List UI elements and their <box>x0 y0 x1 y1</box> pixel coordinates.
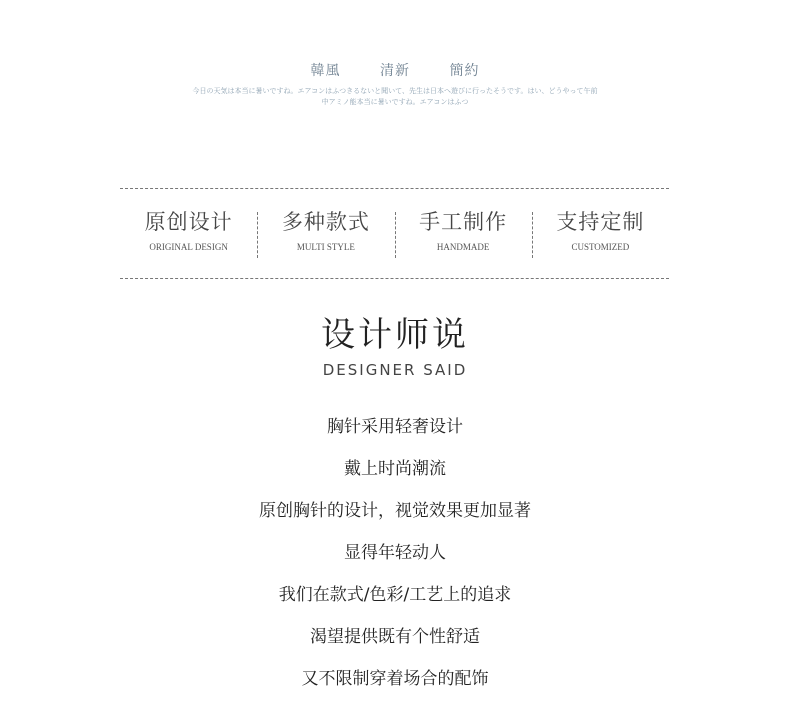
statement-line: 胸针采用轻奢设计 <box>327 417 463 437</box>
designer-statement <box>0 414 790 696</box>
feature-customized <box>532 205 669 265</box>
feature-handmade <box>395 205 532 265</box>
statement-line: 我们在款式/色彩/工艺上的追求 <box>278 585 512 605</box>
feature-original-design <box>120 205 257 265</box>
feature-title: 多种款式 <box>281 210 370 234</box>
header-tagline <box>0 60 790 80</box>
tagline-word: 清新 <box>380 63 410 79</box>
statement-line: 戴上时尚潮流 <box>344 459 446 479</box>
tagline-word: 韓風 <box>310 63 341 79</box>
feature-title: 支持定制 <box>556 210 645 234</box>
statement-line: 显得年轻动人 <box>344 543 446 563</box>
japanese-caption-line: 中アミノ能本当に暑いですね。エアコンはふつ <box>321 98 469 106</box>
feature-subtitle: ORIGINAL DESIGN <box>149 242 228 252</box>
feature-multi-style <box>257 205 394 265</box>
feature-title: 手工制作 <box>419 210 508 234</box>
feature-subtitle: MULTI STYLE <box>296 242 355 252</box>
feature-subtitle: CUSTOMIZED <box>571 242 630 252</box>
feature-title: 原创设计 <box>144 210 233 234</box>
statement-line: 渴望提供既有个性舒适 <box>310 627 480 647</box>
japanese-caption-line: 今日の天気は本当に暑いですね。エアコンはふつきるないと聞いて、先生は日本へ遊びに行ったそうです。はい、どうやって午前 <box>192 87 598 95</box>
tagline-word: 簡約 <box>449 63 480 79</box>
section-title: 设计师说 <box>321 315 469 355</box>
feature-subtitle: HANDMADE <box>436 242 490 252</box>
statement-line: 原创胸针的设计，视觉效果更加显著 <box>259 501 531 521</box>
statement-line: 又不限制穿着场合的配饰 <box>301 669 489 689</box>
section-subtitle: DESIGNER SAID <box>322 361 468 379</box>
features-row <box>120 205 669 265</box>
dotted-divider <box>120 188 669 189</box>
dotted-divider <box>120 278 669 279</box>
